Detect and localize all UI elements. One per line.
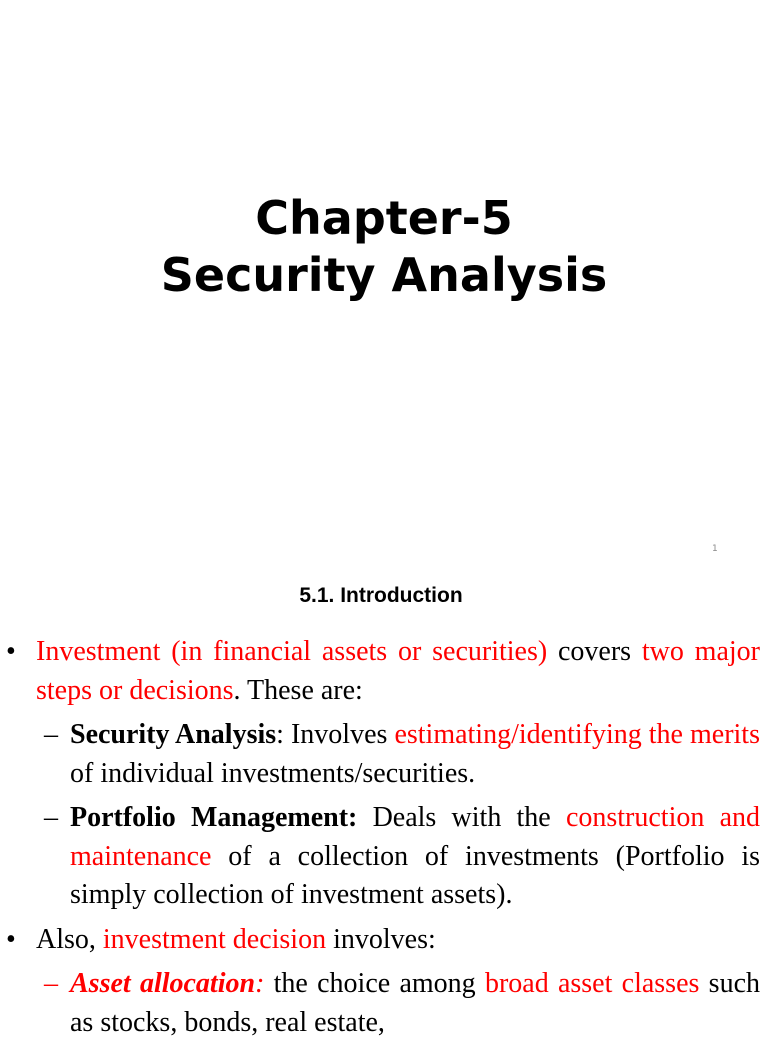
sub-item-security-analysis xyxy=(36,716,760,793)
bullet-investment xyxy=(6,633,760,710)
emphasis-text: investment decision xyxy=(102,923,327,955)
body-text: of individual investments/securities. xyxy=(70,757,476,789)
body-text: . These are: xyxy=(233,674,363,706)
term-label: Security Analysis xyxy=(70,719,277,750)
slide-title xyxy=(0,190,768,304)
body-text: the choice among xyxy=(264,968,485,999)
title-chapter: Chapter-5 xyxy=(255,191,513,245)
body-text: Deals with the xyxy=(357,802,566,833)
title-subject: Security Analysis xyxy=(160,248,608,302)
dash-marker: – xyxy=(44,719,58,750)
term-colon: : xyxy=(255,968,265,999)
emphasis-text: construction and maintenance xyxy=(70,802,761,872)
introduction-slide xyxy=(0,565,768,1038)
body-text: of a collection of investments (Portfolio is simply collection of investment assets). xyxy=(70,840,760,910)
section-heading: 5.1. Introduction xyxy=(299,584,463,607)
emphasis-text: broad asset classes xyxy=(484,968,700,999)
bullet-investment-decision xyxy=(6,921,760,960)
bullet-marker: • xyxy=(6,636,16,667)
emphasis-text: two major steps or decisions xyxy=(36,636,760,706)
emphasis-text: Investment (in financial assets or securities) xyxy=(36,636,548,667)
dash-marker: – xyxy=(44,802,58,833)
sub-item-asset-allocation xyxy=(36,965,760,1042)
dash-marker: – xyxy=(44,968,58,999)
term-label: Asset allocation xyxy=(70,968,256,999)
body-text: such as stocks, bonds, real estate, xyxy=(70,968,760,1038)
sub-item-portfolio-management xyxy=(36,799,760,915)
body-text: : Involves xyxy=(276,719,395,750)
body-text: Also, xyxy=(36,923,103,955)
page-number: 1 xyxy=(712,544,718,554)
body-text: covers xyxy=(547,636,642,667)
slide-body xyxy=(6,633,761,1048)
bullet-marker: • xyxy=(6,923,16,955)
emphasis-text: estimating/identifying the merits xyxy=(394,719,760,750)
term-label: Portfolio Management: xyxy=(70,802,358,833)
body-text: involves: xyxy=(326,923,436,955)
